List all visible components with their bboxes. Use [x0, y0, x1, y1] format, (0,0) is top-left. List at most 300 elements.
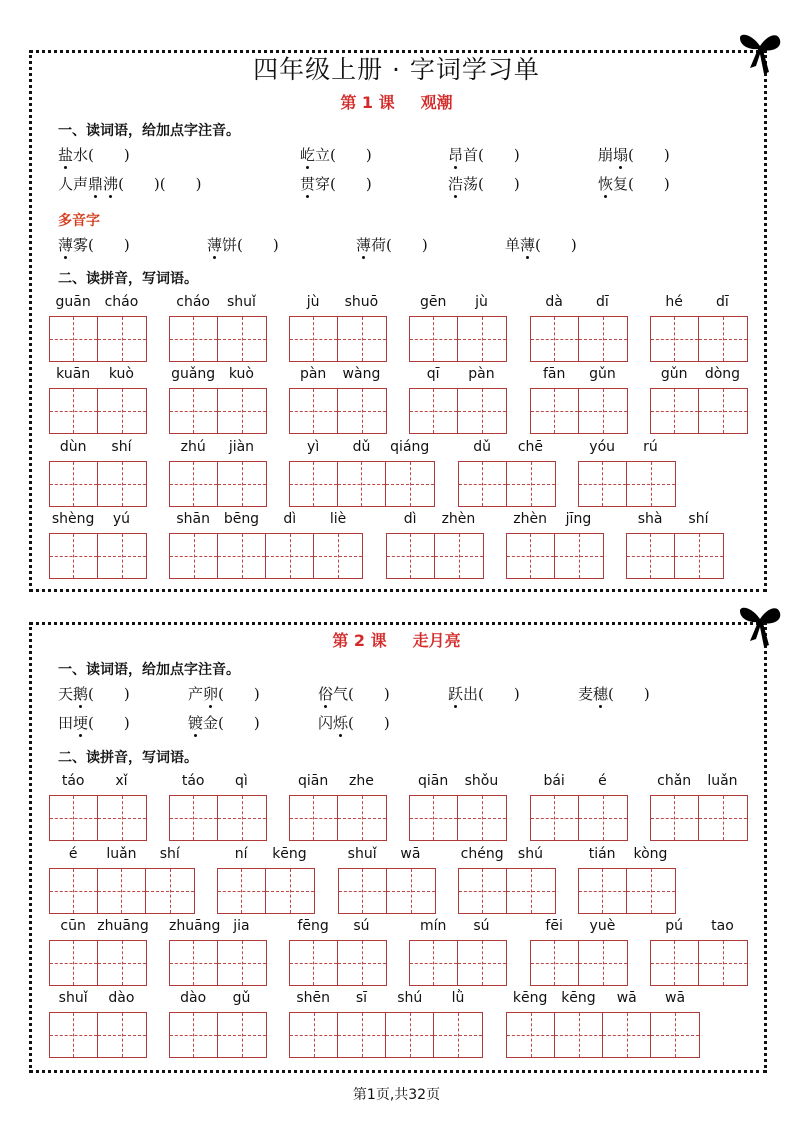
- tianzige-cell[interactable]: [170, 796, 218, 840]
- tianzige-cell[interactable]: [218, 941, 266, 985]
- tianzige-cell[interactable]: [339, 869, 387, 913]
- answer-blank[interactable]: ( ): [330, 175, 372, 193]
- answer-blank[interactable]: ( ): [478, 146, 520, 164]
- vocab-word: 田埂( ): [58, 714, 130, 732]
- answer-blank[interactable]: ( ): [88, 236, 130, 254]
- pinyin-label: ní: [234, 846, 248, 862]
- tianzige-cell[interactable]: [627, 462, 675, 506]
- writing-grid[interactable]: [409, 388, 507, 434]
- tianzige-cell[interactable]: [459, 462, 507, 506]
- answer-blank[interactable]: ( ): [535, 236, 577, 254]
- tianzige-cell[interactable]: [218, 317, 266, 361]
- pinyin-label: shǒu: [464, 773, 499, 789]
- tianzige-cell[interactable]: [459, 869, 507, 913]
- pinyin-label: bái: [543, 773, 565, 789]
- writing-grid[interactable]: [49, 868, 195, 914]
- answer-blank[interactable]: ( ): [218, 685, 260, 703]
- answer-blank[interactable]: ( ): [628, 175, 670, 193]
- writing-grid[interactable]: [506, 533, 604, 579]
- section-heading: 一、读词语，给加点字注音。: [58, 662, 240, 678]
- dotted-char: 昂: [448, 146, 464, 164]
- tianzige-cell[interactable]: [531, 317, 579, 361]
- writing-grid[interactable]: [578, 461, 676, 507]
- pinyin-label: dà: [545, 294, 563, 310]
- writing-grid[interactable]: [626, 533, 724, 579]
- tianzige-cell[interactable]: [50, 1013, 98, 1057]
- pinyin-label: dùn: [59, 439, 87, 455]
- writing-grid[interactable]: [169, 388, 267, 434]
- writing-grid[interactable]: [650, 316, 748, 362]
- tianzige-cell[interactable]: [50, 796, 98, 840]
- writing-grid[interactable]: [409, 940, 507, 986]
- pinyin-label: wàng: [342, 366, 381, 382]
- dotted-char: 盐: [58, 146, 74, 164]
- pinyin-label: gǔn: [660, 366, 688, 382]
- pinyin-label: wā: [400, 846, 421, 862]
- pinyin-label: jiàn: [228, 439, 255, 455]
- writing-grid[interactable]: [49, 388, 147, 434]
- pinyin-label: yú: [112, 511, 131, 527]
- dotted-char: 穗: [593, 685, 609, 703]
- pinyin-label: shēn: [296, 990, 330, 1006]
- vocab-word: 贯穿( ): [300, 175, 372, 193]
- writing-grid[interactable]: [289, 461, 435, 507]
- writing-grid[interactable]: [169, 533, 363, 579]
- pinyin-label: yì: [307, 439, 320, 455]
- tianzige-cell[interactable]: [675, 534, 723, 578]
- vocab-word: 产卵( ): [188, 685, 260, 703]
- tianzige-cell[interactable]: [170, 317, 218, 361]
- tianzige-cell[interactable]: [699, 941, 747, 985]
- answer-blank[interactable]: ( ): [218, 714, 260, 732]
- tianzige-cell[interactable]: [410, 317, 458, 361]
- pinyin-label: chǎn: [657, 773, 692, 789]
- answer-blank[interactable]: ( ): [88, 714, 130, 732]
- tianzige-cell[interactable]: [387, 869, 435, 913]
- answer-blank[interactable]: ( ): [237, 236, 279, 254]
- tianzige-cell[interactable]: [338, 796, 386, 840]
- tianzige-cell[interactable]: [314, 534, 362, 578]
- writing-grid[interactable]: [458, 868, 556, 914]
- tianzige-cell[interactable]: [218, 462, 266, 506]
- answer-blank[interactable]: ( ): [608, 685, 650, 703]
- tianzige-cell[interactable]: [50, 462, 98, 506]
- tianzige-cell[interactable]: [507, 869, 555, 913]
- section-heading: 二、读拼音，写词语。: [58, 750, 198, 766]
- writing-grid[interactable]: [650, 795, 748, 841]
- writing-grid[interactable]: [386, 533, 484, 579]
- tianzige-cell[interactable]: [579, 389, 627, 433]
- tianzige-cell[interactable]: [651, 796, 699, 840]
- pinyin-label: zhuāng: [97, 918, 149, 934]
- pinyin-label: kēng: [561, 990, 596, 1006]
- tianzige-cell[interactable]: [50, 869, 98, 913]
- tianzige-cell[interactable]: [290, 1013, 338, 1057]
- pinyin-label: jù: [475, 294, 488, 310]
- answer-blank[interactable]: ( ): [478, 685, 520, 703]
- tianzige-cell[interactable]: [218, 389, 266, 433]
- dotted-char: 镀: [188, 714, 204, 732]
- pinyin-label: wā: [665, 990, 686, 1006]
- vocab-word: 浩荡( ): [448, 175, 520, 193]
- pinyin-label: táo: [181, 773, 205, 789]
- lesson-title: 第 2 课 走月亮: [332, 631, 461, 650]
- tianzige-cell[interactable]: [170, 389, 218, 433]
- vocab-word: 昂首( ): [448, 146, 520, 164]
- dotted-char: 贯: [300, 175, 316, 193]
- pinyin-label: shuǐ: [226, 294, 256, 310]
- tianzige-cell[interactable]: [434, 1013, 482, 1057]
- tianzige-cell[interactable]: [507, 1013, 555, 1057]
- pinyin-label: mín: [419, 918, 447, 934]
- tianzige-cell[interactable]: [387, 534, 435, 578]
- tianzige-cell[interactable]: [338, 941, 386, 985]
- pinyin-label: qiān: [298, 773, 329, 789]
- pinyin-label: hé: [665, 294, 683, 310]
- pinyin-label: cháo: [104, 294, 139, 310]
- writing-grid[interactable]: [506, 1012, 700, 1058]
- dotted-char: 卵: [203, 685, 219, 703]
- polyphone-heading: 多音字: [58, 213, 100, 229]
- vocab-word: 天鹅( ): [58, 685, 130, 703]
- vocab-word: 屹立( ): [300, 146, 372, 164]
- tianzige-cell[interactable]: [338, 317, 386, 361]
- pinyin-label: qī: [426, 366, 440, 382]
- section-heading: 一、读词语，给加点字注音。: [58, 123, 240, 139]
- tianzige-cell[interactable]: [458, 796, 506, 840]
- pinyin-label: zhú: [180, 439, 206, 455]
- polyphone-word: 薄荷( ): [356, 236, 428, 254]
- tianzige-cell[interactable]: [170, 534, 218, 578]
- answer-blank[interactable]: ( ): [386, 236, 428, 254]
- tianzige-cell[interactable]: [98, 389, 146, 433]
- vocab-word: 跃出( ): [448, 685, 520, 703]
- tianzige-cell[interactable]: [218, 534, 266, 578]
- pinyin-label: kuò: [108, 366, 134, 382]
- pinyin-label: qiān: [418, 773, 449, 789]
- pinyin-label: kòng: [633, 846, 668, 862]
- pinyin-label: sī: [355, 990, 368, 1006]
- tianzige-cell[interactable]: [98, 462, 146, 506]
- tianzige-cell[interactable]: [531, 941, 579, 985]
- lesson-title: 第 1 课 观潮: [340, 93, 453, 112]
- tianzige-cell[interactable]: [50, 389, 98, 433]
- tianzige-cell[interactable]: [170, 941, 218, 985]
- tianzige-cell[interactable]: [338, 462, 386, 506]
- page-footer: 第1页,共32页: [352, 1087, 441, 1103]
- tianzige-cell[interactable]: [627, 534, 675, 578]
- writing-grid[interactable]: [458, 461, 556, 507]
- vocab-word: 俗气( ): [318, 685, 390, 703]
- pinyin-label: zhèn: [441, 511, 476, 527]
- pinyin-label: shà: [637, 511, 663, 527]
- answer-blank[interactable]: ( ): [478, 175, 520, 193]
- pinyin-label: sú: [353, 918, 370, 934]
- pinyin-label: yóu: [589, 439, 616, 455]
- tianzige-cell[interactable]: [531, 796, 579, 840]
- pinyin-label: liè: [329, 511, 347, 527]
- tianzige-cell[interactable]: [651, 317, 699, 361]
- tianzige-cell[interactable]: [290, 317, 338, 361]
- tianzige-cell[interactable]: [50, 317, 98, 361]
- pinyin-label: bēng: [223, 511, 260, 527]
- pinyin-label: rú: [643, 439, 658, 455]
- vocab-word: 镀金( ): [188, 714, 260, 732]
- writing-grid[interactable]: [289, 940, 387, 986]
- pinyin-label: lǜ: [451, 990, 465, 1006]
- writing-grid[interactable]: [49, 533, 147, 579]
- writing-grid[interactable]: [530, 940, 628, 986]
- tianzige-cell[interactable]: [50, 941, 98, 985]
- tianzige-cell[interactable]: [386, 1013, 434, 1057]
- polyphone-word: 薄雾( ): [58, 236, 130, 254]
- tianzige-cell[interactable]: [699, 389, 747, 433]
- tianzige-cell[interactable]: [98, 534, 146, 578]
- tianzige-cell[interactable]: [290, 796, 338, 840]
- dotted-char: 烁: [333, 714, 349, 732]
- pinyin-label: dǔ: [352, 439, 371, 455]
- tianzige-cell[interactable]: [579, 317, 627, 361]
- pinyin-label: shèng: [51, 511, 95, 527]
- pinyin-label: pàn: [468, 366, 495, 382]
- tianzige-cell[interactable]: [699, 796, 747, 840]
- tianzige-cell[interactable]: [555, 1013, 603, 1057]
- answer-blank[interactable]: ( ): [628, 146, 670, 164]
- pinyin-label: dī: [716, 294, 729, 310]
- pinyin-label: qì: [235, 773, 248, 789]
- pinyin-label: guān: [55, 294, 91, 310]
- tianzige-cell[interactable]: [651, 389, 699, 433]
- tianzige-cell[interactable]: [98, 317, 146, 361]
- writing-grid[interactable]: [578, 868, 676, 914]
- pinyin-label: yuè: [589, 918, 616, 934]
- tianzige-cell[interactable]: [458, 389, 506, 433]
- dotted-char: 薄: [207, 236, 223, 254]
- pinyin-label: cūn: [60, 918, 86, 934]
- tianzige-cell[interactable]: [290, 462, 338, 506]
- pinyin-label: dì: [403, 511, 417, 527]
- answer-blank[interactable]: ( ): [159, 175, 202, 193]
- dotted-char: 沸: [103, 175, 119, 193]
- tianzige-cell[interactable]: [699, 317, 747, 361]
- tianzige-cell[interactable]: [579, 941, 627, 985]
- pinyin-label: shuǐ: [347, 846, 377, 862]
- pinyin-label: kēng: [512, 990, 548, 1006]
- tianzige-cell[interactable]: [386, 462, 434, 506]
- pinyin-label: cháo: [176, 294, 210, 310]
- writing-grid[interactable]: [338, 868, 436, 914]
- writing-grid[interactable]: [217, 868, 315, 914]
- tianzige-cell[interactable]: [290, 941, 338, 985]
- dotted-char: 恢: [598, 175, 614, 193]
- tianzige-cell[interactable]: [218, 796, 266, 840]
- tianzige-cell[interactable]: [290, 389, 338, 433]
- writing-grid[interactable]: [530, 388, 628, 434]
- tianzige-cell[interactable]: [555, 534, 603, 578]
- vocab-word: 麦穗( ): [578, 685, 650, 703]
- tianzige-cell[interactable]: [338, 389, 386, 433]
- dotted-char: 屹: [300, 146, 316, 164]
- pinyin-label: zhe: [349, 773, 374, 789]
- pinyin-label: sú: [473, 918, 490, 934]
- pinyin-label: kuò: [228, 366, 254, 382]
- tianzige-cell[interactable]: [651, 941, 699, 985]
- pinyin-label: dòng: [704, 366, 741, 382]
- pinyin-label: shú: [397, 990, 423, 1006]
- dotted-char: 鹅: [73, 685, 89, 703]
- answer-blank[interactable]: ( ): [330, 146, 372, 164]
- answer-blank[interactable]: ( ): [118, 175, 160, 193]
- pinyin-label: xǐ: [115, 773, 128, 789]
- tianzige-cell[interactable]: [507, 534, 555, 578]
- tianzige-cell[interactable]: [603, 1013, 651, 1057]
- writing-grid[interactable]: [650, 940, 748, 986]
- pinyin-label: shān: [176, 511, 210, 527]
- pinyin-label: luǎn: [106, 846, 137, 862]
- dotted-char: 塌: [613, 146, 629, 164]
- writing-grid[interactable]: [409, 316, 507, 362]
- pinyin-label: gǔ: [232, 990, 251, 1006]
- page-title: 四年级上册 · 字词学习单: [253, 55, 540, 84]
- tianzige-cell[interactable]: [266, 869, 314, 913]
- tianzige-cell[interactable]: [507, 462, 555, 506]
- tianzige-cell[interactable]: [98, 1013, 146, 1057]
- writing-grid[interactable]: [650, 388, 748, 434]
- vocab-word: 人声鼎沸( )( ): [58, 175, 202, 193]
- writing-grid[interactable]: [289, 388, 387, 434]
- tianzige-cell[interactable]: [458, 317, 506, 361]
- pinyin-label: shuō: [344, 294, 379, 310]
- tianzige-cell[interactable]: [435, 534, 483, 578]
- tianzige-cell[interactable]: [410, 796, 458, 840]
- answer-blank[interactable]: ( ): [88, 685, 130, 703]
- pinyin-label: dì: [283, 511, 297, 527]
- tianzige-cell[interactable]: [50, 534, 98, 578]
- writing-grid[interactable]: [169, 316, 267, 362]
- section-heading: 二、读拼音，写词语。: [58, 271, 198, 287]
- tianzige-cell[interactable]: [410, 941, 458, 985]
- pinyin-label: wā: [616, 990, 637, 1006]
- pinyin-label: dào: [180, 990, 207, 1006]
- dotted-char: 俗: [318, 685, 334, 703]
- writing-grid[interactable]: [289, 795, 387, 841]
- pinyin-label: zhèn: [513, 511, 547, 527]
- pinyin-label: shú: [517, 846, 543, 862]
- polyphone-word: 单薄( ): [505, 236, 577, 254]
- tianzige-cell[interactable]: [98, 941, 146, 985]
- pinyin-label: qiáng: [390, 439, 430, 455]
- writing-grid[interactable]: [49, 940, 147, 986]
- pinyin-label: shí: [688, 511, 709, 527]
- writing-grid[interactable]: [409, 795, 507, 841]
- dotted-char: 跃: [448, 685, 464, 703]
- writing-grid[interactable]: [49, 795, 147, 841]
- tianzige-cell[interactable]: [579, 462, 627, 506]
- pinyin-label: jia: [233, 918, 250, 934]
- dotted-char: 浩: [448, 175, 464, 193]
- vocab-word: 盐水( ): [58, 146, 130, 164]
- pinyin-label: kēng: [272, 846, 307, 862]
- writing-grid[interactable]: [169, 940, 267, 986]
- pinyin-label: dī: [596, 294, 609, 310]
- writing-grid[interactable]: [289, 1012, 483, 1058]
- dotted-char: 鼎: [88, 175, 104, 193]
- pinyin-label: pú: [665, 918, 684, 934]
- tianzige-cell[interactable]: [98, 869, 146, 913]
- tianzige-cell[interactable]: [627, 869, 675, 913]
- vocab-word: 崩塌( ): [598, 146, 670, 164]
- dotted-char: 埂: [73, 714, 89, 732]
- writing-grid[interactable]: [169, 461, 267, 507]
- tianzige-cell[interactable]: [170, 1013, 218, 1057]
- tianzige-cell[interactable]: [410, 389, 458, 433]
- writing-grid[interactable]: [289, 316, 387, 362]
- writing-grid[interactable]: [169, 1012, 267, 1058]
- dotted-char: 薄: [520, 236, 536, 254]
- tianzige-cell[interactable]: [651, 1013, 699, 1057]
- pinyin-label: shí: [159, 846, 180, 862]
- pinyin-label: fān: [542, 366, 566, 382]
- tianzige-cell[interactable]: [579, 869, 627, 913]
- pinyin-label: shuǐ: [58, 990, 88, 1006]
- pinyin-label: dǔ: [473, 439, 492, 455]
- vocab-word: 闪烁( ): [318, 714, 390, 732]
- writing-grid[interactable]: [169, 795, 267, 841]
- pinyin-label: gǔn: [589, 366, 616, 382]
- answer-blank[interactable]: ( ): [88, 146, 130, 164]
- pinyin-label: é: [68, 846, 78, 862]
- writing-grid[interactable]: [49, 1012, 147, 1058]
- pinyin-label: fēi: [545, 918, 563, 934]
- pinyin-label: gēn: [419, 294, 447, 310]
- dotted-char: 薄: [58, 236, 74, 254]
- tianzige-cell[interactable]: [218, 869, 266, 913]
- tianzige-cell[interactable]: [338, 1013, 386, 1057]
- answer-blank[interactable]: ( ): [348, 714, 390, 732]
- tianzige-cell[interactable]: [170, 462, 218, 506]
- pinyin-label: jīng: [565, 511, 592, 527]
- pinyin-label: táo: [61, 773, 85, 789]
- pinyin-label: luǎn: [707, 773, 738, 789]
- tianzige-cell[interactable]: [146, 869, 194, 913]
- answer-blank[interactable]: ( ): [348, 685, 390, 703]
- pinyin-label: zhuāng: [169, 918, 221, 934]
- tianzige-cell[interactable]: [579, 796, 627, 840]
- writing-grid[interactable]: [49, 461, 147, 507]
- pinyin-label: chéng: [460, 846, 504, 862]
- pinyin-label: dào: [108, 990, 135, 1006]
- tianzige-cell[interactable]: [98, 796, 146, 840]
- tianzige-cell[interactable]: [458, 941, 506, 985]
- pinyin-label: chē: [517, 439, 544, 455]
- dotted-char: 薄: [356, 236, 372, 254]
- pinyin-label: tián: [588, 846, 616, 862]
- writing-grid[interactable]: [530, 795, 628, 841]
- pinyin-label: shí: [111, 439, 132, 455]
- pinyin-label: é: [598, 773, 607, 789]
- tianzige-cell[interactable]: [266, 534, 314, 578]
- pinyin-label: tao: [711, 918, 734, 934]
- pinyin-label: kuān: [56, 366, 91, 382]
- pinyin-label: guǎng: [171, 366, 216, 382]
- vocab-word: 恢复( ): [598, 175, 670, 193]
- pinyin-label: fēng: [297, 918, 329, 934]
- pinyin-label: jù: [306, 294, 320, 310]
- tianzige-cell[interactable]: [531, 389, 579, 433]
- tianzige-cell[interactable]: [218, 1013, 266, 1057]
- writing-grid[interactable]: [530, 316, 628, 362]
- writing-grid[interactable]: [49, 316, 147, 362]
